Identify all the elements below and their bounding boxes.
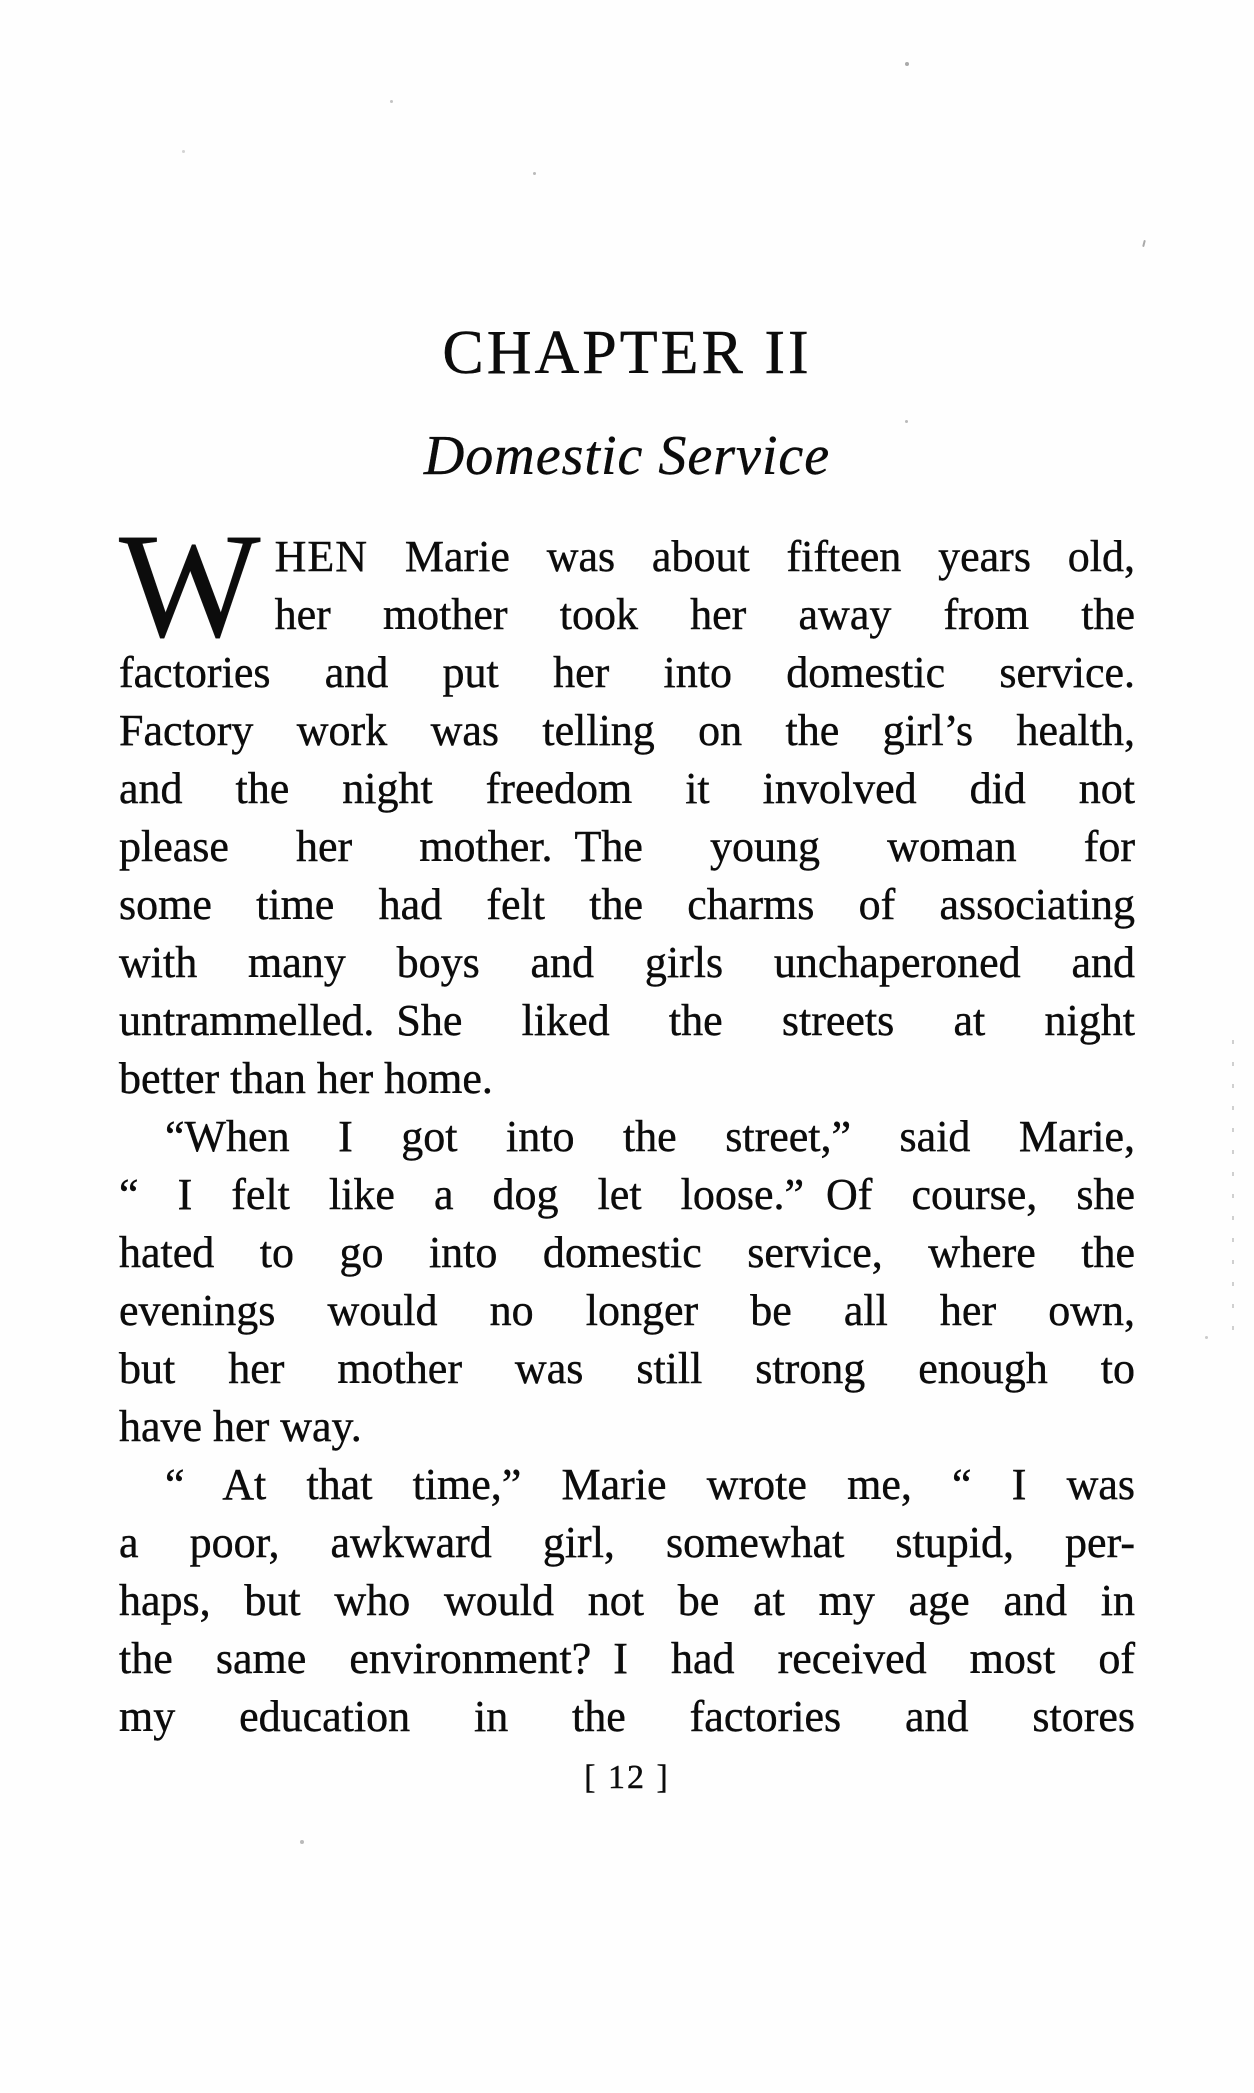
scan-speck bbox=[1205, 1336, 1208, 1339]
text-line bbox=[119, 528, 1135, 586]
text-line: factories and put her into domestic service. bbox=[119, 648, 1135, 697]
text-line: with many boys and girls unchaperoned and bbox=[119, 938, 1135, 987]
text-line: have her way. bbox=[119, 1402, 362, 1451]
text-line: evenings would no longer be all her own, bbox=[119, 1286, 1135, 1335]
text-line: better than her home. bbox=[119, 1054, 493, 1103]
scan-speck bbox=[182, 150, 185, 153]
dropcap-letter: W bbox=[119, 503, 261, 669]
text-line: untrammelled. She liked the streets at night bbox=[119, 996, 1135, 1045]
scan-margin-marks bbox=[1232, 1040, 1234, 1340]
text-line: the same environment? I had received most of bbox=[119, 1634, 1135, 1683]
text-line: “ I felt like a dog let loose.” Of course, she bbox=[119, 1170, 1135, 1219]
section-title: Domestic Service bbox=[423, 425, 831, 487]
text-line: my education in the factories and stores bbox=[119, 1692, 1135, 1741]
scan-speck bbox=[390, 100, 393, 103]
text-line: “When I got into the street,” said Marie, bbox=[165, 1112, 1135, 1161]
paragraph-1 bbox=[119, 503, 1135, 1108]
paragraph-2 bbox=[119, 1108, 1135, 1456]
text-line: hated to go into domestic service, where the bbox=[119, 1228, 1135, 1277]
text-line: some time had felt the charms of associating bbox=[119, 880, 1135, 929]
text-line: but her mother was still strong enough to bbox=[119, 1344, 1135, 1393]
text-line: please her mother. The young woman for bbox=[119, 822, 1135, 871]
scan-speck bbox=[905, 62, 909, 66]
opening-caps: HEN bbox=[274, 532, 369, 581]
paragraph-3 bbox=[119, 1456, 1135, 1746]
scan-speck bbox=[1142, 240, 1146, 247]
chapter-title: CHAPTER II bbox=[442, 319, 812, 387]
line-text: Marie was about fifteen years old, bbox=[368, 532, 1135, 581]
scan-speck bbox=[300, 1840, 304, 1844]
text-line: and the night freedom it involved did not bbox=[119, 764, 1135, 813]
text-line: a poor, awkward girl, somewhat stupid, per- bbox=[119, 1518, 1135, 1567]
scan-speck bbox=[533, 172, 536, 175]
text-line: Factory work was telling on the girl’s health, bbox=[119, 706, 1135, 755]
text-line: her mother took her away from the bbox=[274, 590, 1135, 639]
page-number: [ 12 ] bbox=[584, 1759, 670, 1796]
scan-speck bbox=[905, 420, 908, 423]
text-line: haps, but who would not be at my age and in bbox=[119, 1576, 1135, 1625]
body-text bbox=[119, 503, 1135, 1746]
text-line: “ At that time,” Marie wrote me, “ I was bbox=[165, 1460, 1135, 1509]
